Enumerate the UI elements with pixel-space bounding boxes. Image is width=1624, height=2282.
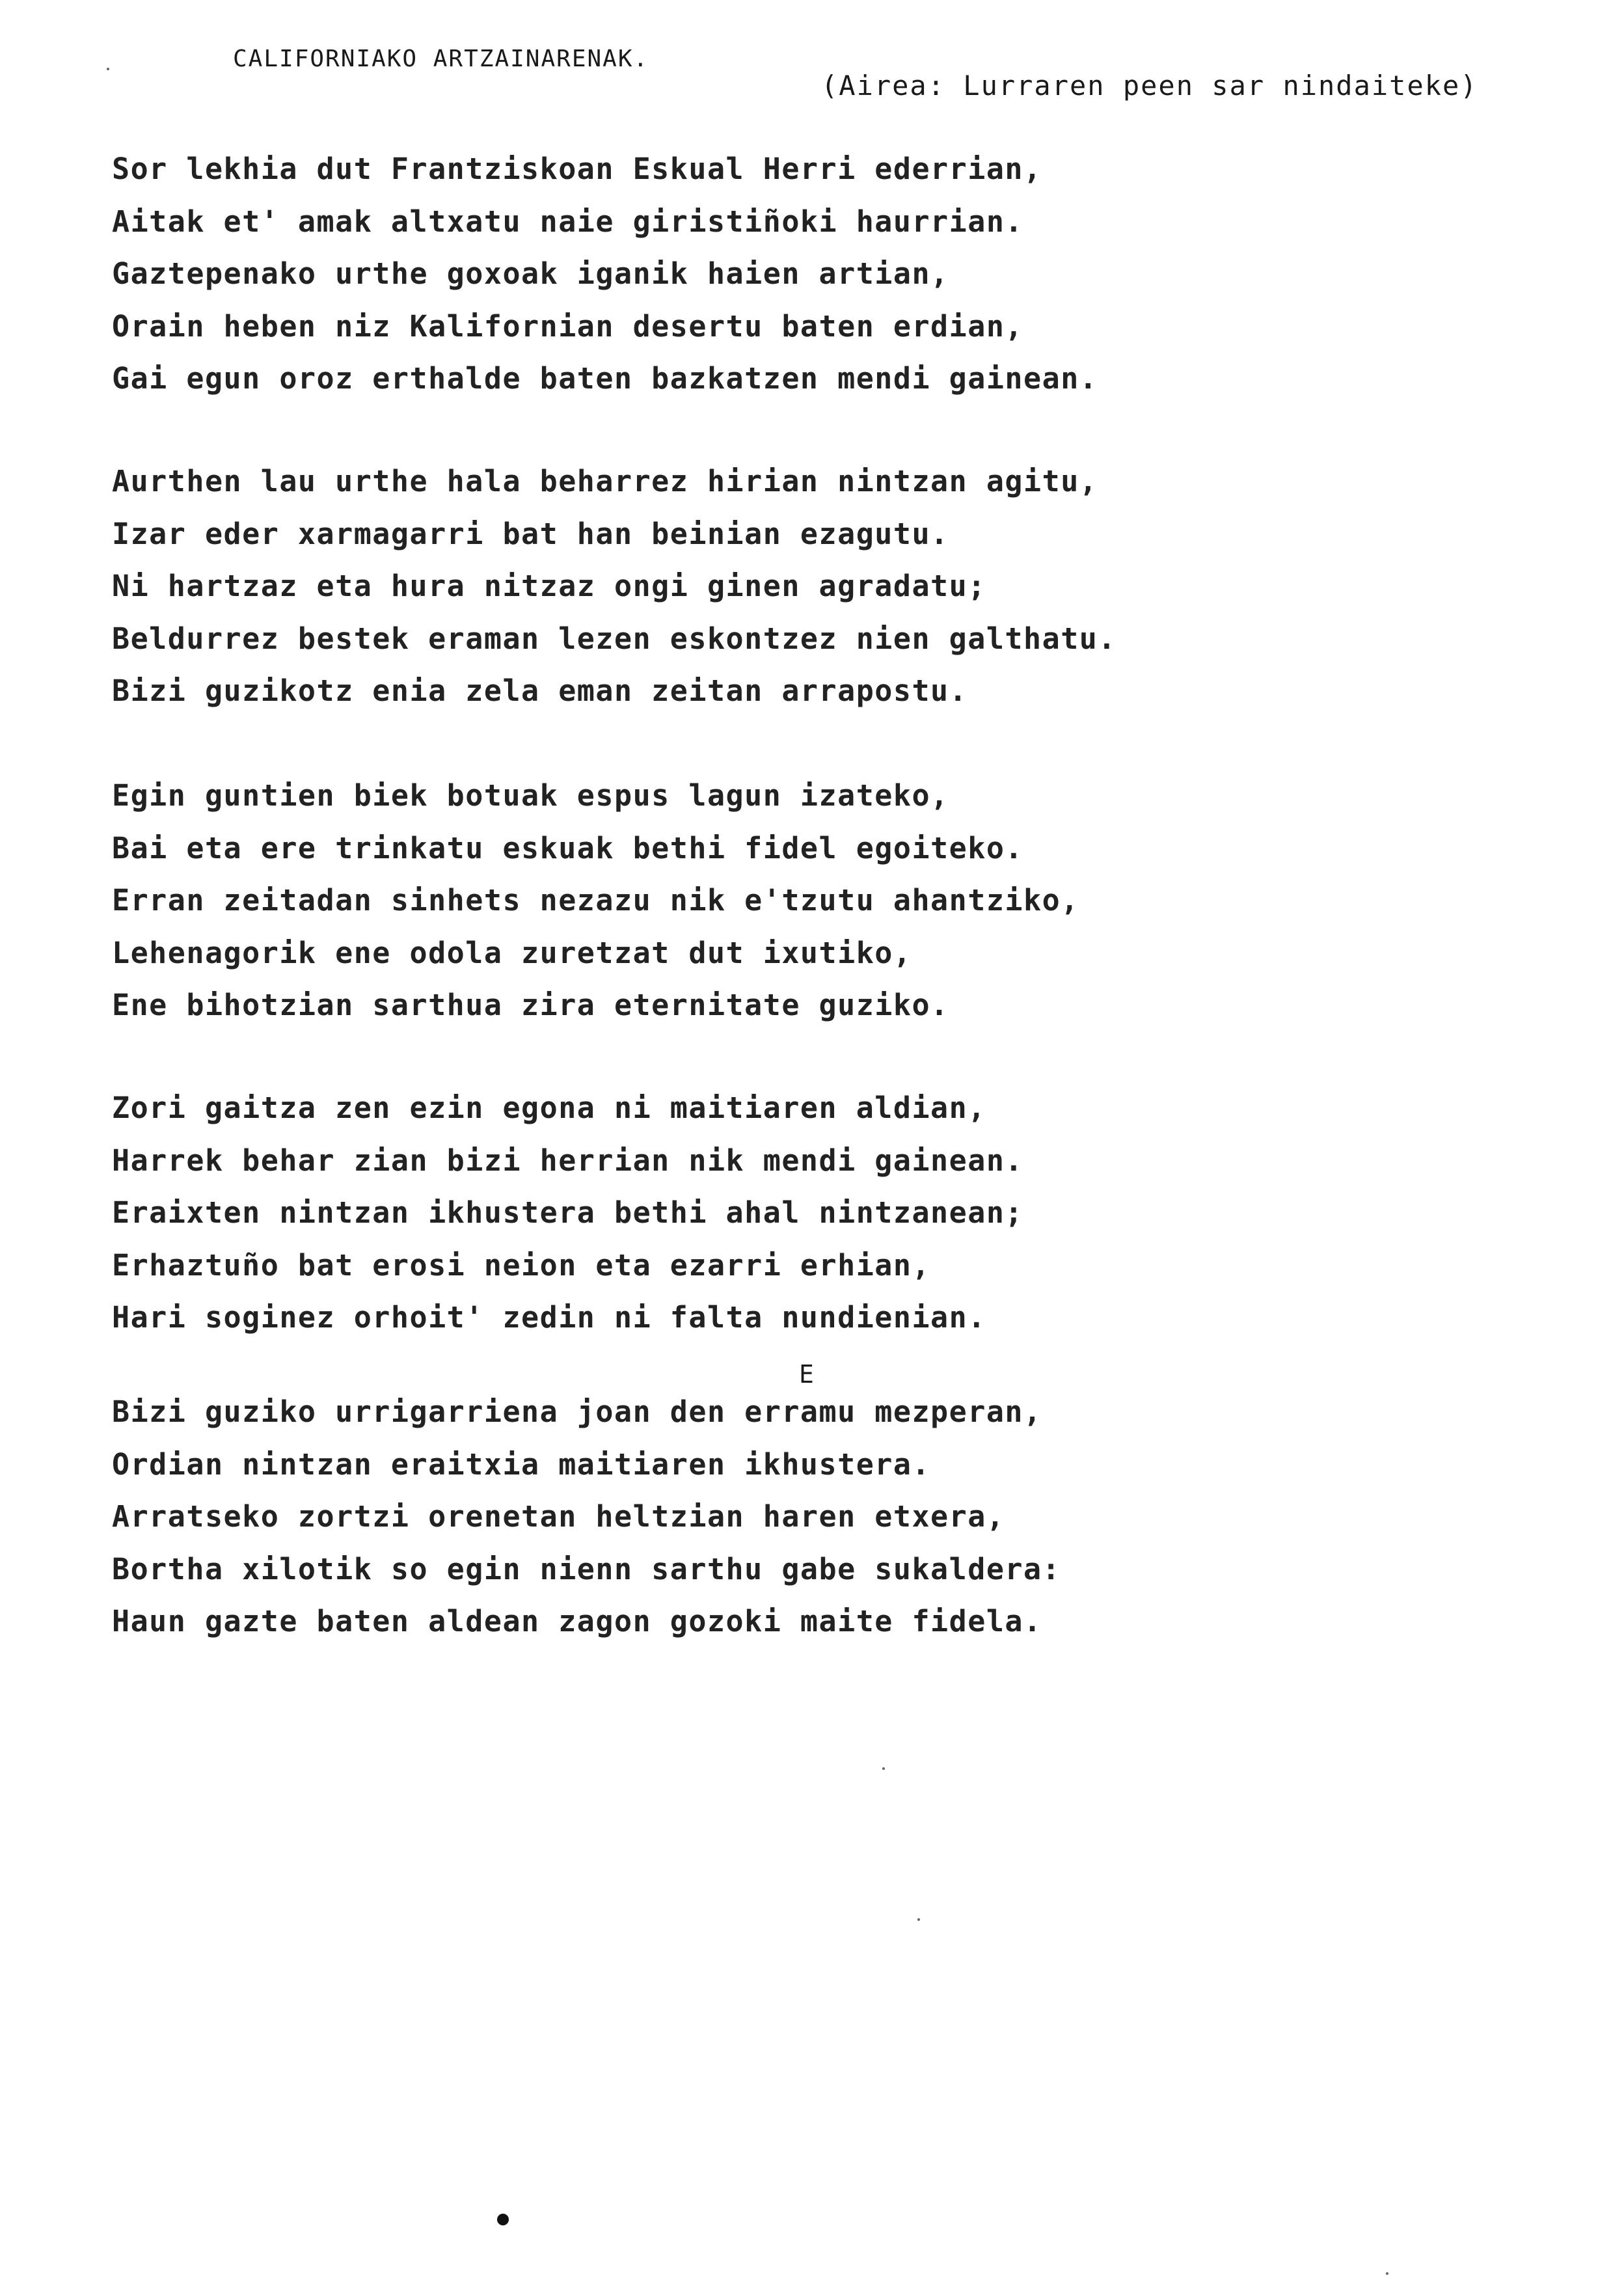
verse-line: Bizi guzikotz enia zela eman zeitan arrapostu. <box>112 673 968 708</box>
verse-line: Orain heben niz Kalifornian desertu baten erdian, <box>112 308 1024 344</box>
verse-line: Erran zeitadan sinhets nezazu nik e'tzutu ahantziko, <box>112 883 1079 917</box>
stanza-2 <box>112 455 1543 718</box>
paper-speck <box>107 68 109 70</box>
verse-line: Arratseko zortzi orenetan heltzian haren etxera, <box>112 1499 1005 1534</box>
handwritten-correction-mark: E <box>799 1360 814 1389</box>
verse-line: Egin guntien biek botuak espus lagun izateko, <box>112 778 949 813</box>
stanza-4 <box>112 1082 1543 1344</box>
verse-line: Bizi guziko urrigarriena joan den erramu mezperan, <box>112 1394 1042 1429</box>
paper-speck <box>1386 2272 1388 2275</box>
verse-line: Aitak et' amak altxatu naie giristiñoki haurrian. <box>112 204 1024 239</box>
air-note: (Airea: Lurraren peen sar nindaiteke) <box>821 70 1478 102</box>
verse-line: Eraixten nintzan ikhustera bethi ahal nintzanean; <box>112 1195 1024 1230</box>
verse-line: Gai egun oroz erthalde baten bazkatzen mendi gainean. <box>112 361 1098 396</box>
stanza-5 <box>112 1386 1543 1648</box>
verse-line: Erhaztuño bat erosi neion eta ezarri erhian, <box>112 1247 931 1283</box>
verse-line: Bortha xilotik so egin nienn sarthu gabe sukaldera: <box>112 1551 1061 1586</box>
verse-line: Hari soginez orhoit' zedin ni falta nundienian. <box>112 1300 986 1335</box>
paper-speck <box>917 1918 920 1921</box>
verse-line: Aurthen lau urthe hala beharrez hirian nintzan agitu, <box>112 464 1098 498</box>
verse-line: Ni hartzaz eta hura nitzaz ongi ginen agradatu; <box>112 569 986 603</box>
verse-line: Zori gaitza zen ezin egona ni maitiaren aldian, <box>112 1091 986 1125</box>
verse-line: Beldurrez bestek eraman lezen eskontzez nien galthatu. <box>112 621 1116 656</box>
verse-line: Izar eder xarmagarri bat han beinian ezagutu. <box>112 516 949 551</box>
verse-line: Ordian nintzan eraitxia maitiaren ikhustera. <box>112 1447 931 1482</box>
verse-line: Haun gazte baten aldean zagon gozoki maite fidela. <box>112 1604 1042 1638</box>
paper-speck <box>882 1767 885 1770</box>
verse-line: Sor lekhia dut Frantziskoan Eskual Herri ederrian, <box>112 152 1042 186</box>
verse-line: Bai eta ere trinkatu eskuak bethi fidel egoiteko. <box>112 830 1024 865</box>
ink-blot <box>497 2214 509 2225</box>
document-title: CALIFORNIAKO ARTZAINARENAK. <box>233 46 649 72</box>
verse-line: Gaztepenako urthe goxoak iganik haien artian, <box>112 256 949 291</box>
verse-line: Lehenagorik ene odola zuretzat dut ixutiko, <box>112 935 912 970</box>
verse-line: Harrek behar zian bizi herrian nik mendi gainean. <box>112 1143 1024 1178</box>
stanza-3 <box>112 770 1543 1032</box>
verse-line: Ene bihotzian sarthua zira eternitate guziko. <box>112 988 949 1022</box>
stanza-1 <box>112 143 1543 405</box>
